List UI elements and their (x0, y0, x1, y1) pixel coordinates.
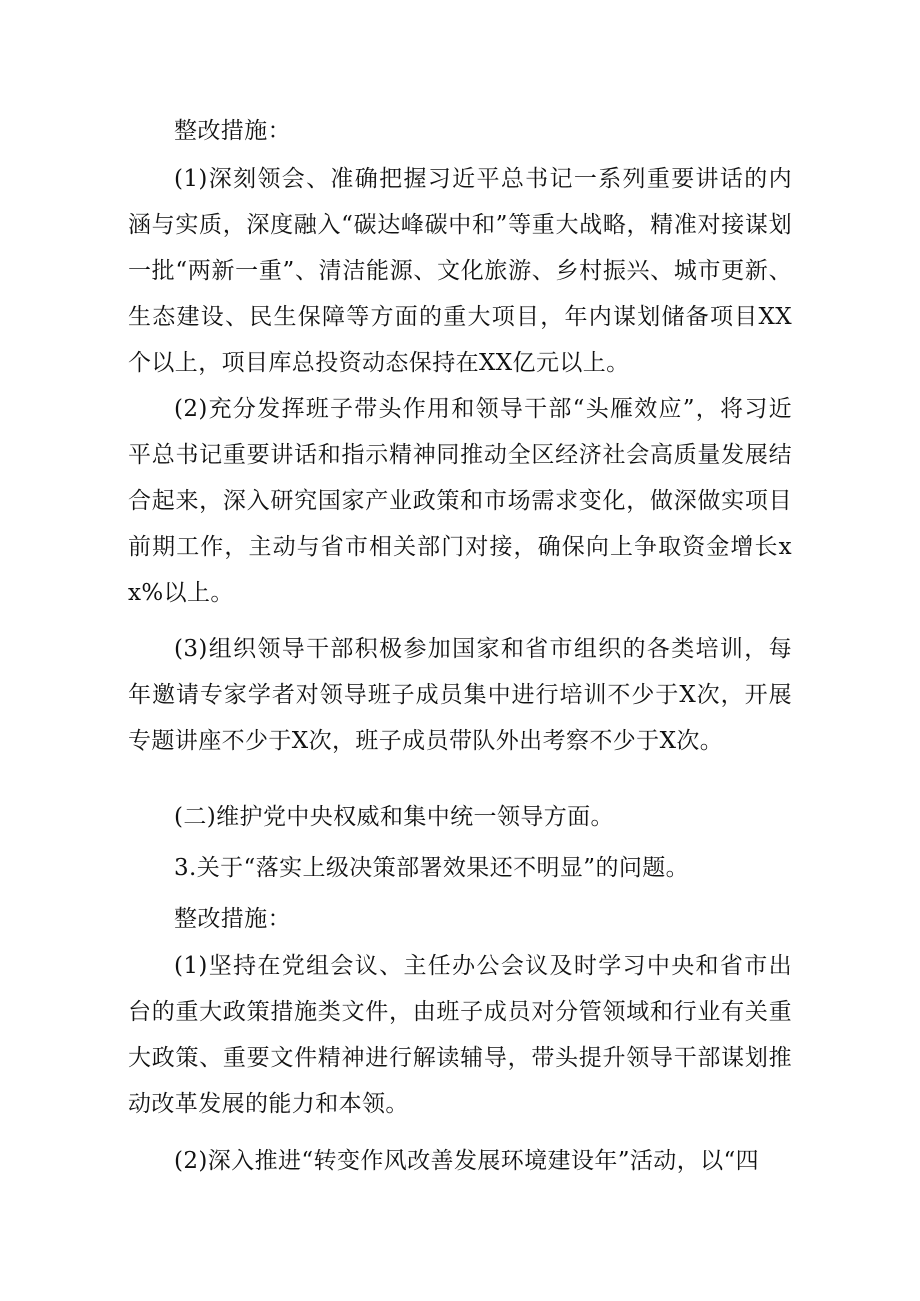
paragraph-measure-3-1: (1)坚持在党组会议、主任办公会议及时学习中央和省市出台的重大政策措施类文件，由班子成员对分管领域和行业有关重大政策、重要文件精神进行解读辅导，带头提升领导干部谋划推动改革发展的能力和本领。 (128, 953, 792, 1117)
paragraph-measure-1-3: (3)组织领导干部积极参加国家和省市组织的各类培训，每年邀请专家学者对领导班子成员集中进行培训不少于X次，开展专题讲座不少于X次，班子成员带队外出考察不少于X次。 (128, 636, 792, 754)
paragraph-measure-1-1: (1)深刻领会、准确把握习近平总书记一系列重要讲话的内涵与实质，深度融入“碳达峰碳中和”等重大战略，精准对接谋划一批“两新一重”、清洁能源、文化旅游、乡村振兴、城市更新、生态建设、民生保障等方面的重大项目，年内谋划储备项目XX个以上，项目库总投资动态保持在XX亿元以上。 (128, 166, 792, 376)
issue-heading-3: 3.关于“落实上级决策部署效果还不明显”的问题。 (174, 855, 690, 881)
paragraph-measure-1-2: (2)充分发挥班子带头作用和领导干部“头雁效应”，将习近平总书记重要讲话和指示精神同推动全区经济社会高质量发展结合起来，深入研究国家产业政策和市场需求变化，做深做实项目前期工作，主动与省市相关部门对接，确保向上争取资金增长xx%以上。 (128, 396, 792, 606)
heading-rectification-measures-1: 整改措施： (174, 118, 291, 144)
paragraph-measure-3-2: (2)深入推进“转变作风改善发展环境建设年”活动，以“四 (174, 1148, 760, 1174)
section-heading-2: (二)维护党中央权威和集中统一领导方面。 (174, 804, 614, 830)
heading-rectification-measures-2: 整改措施： (174, 906, 291, 932)
